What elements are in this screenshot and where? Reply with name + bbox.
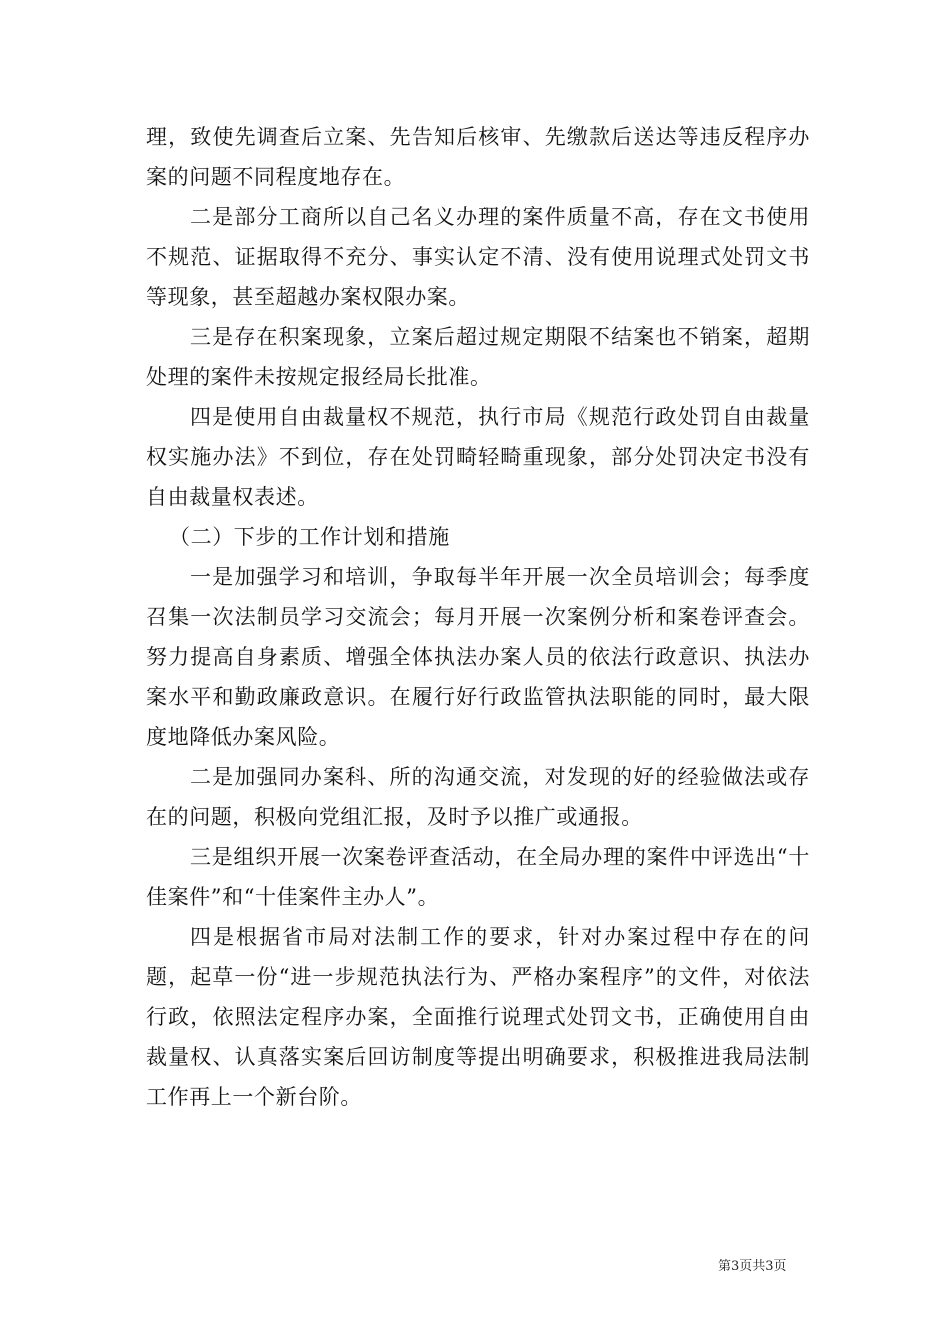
paragraph-problem-4: 四是使用自由裁量权不规范，执行市局《规范行政处罚自由裁量权实施办法》不到位，存在处罚畸轻畸重现象，部分处罚决定书没有自由裁量权表述。 xyxy=(146,405,810,509)
document-body xyxy=(146,117,810,1117)
paragraph-problem-2: 二是部分工商所以自己名义办理的案件质量不高，存在文书使用不规范、证据取得不充分、事实认定不清、没有使用说理式处罚文书等现象，甚至超越办案权限办案。 xyxy=(146,205,810,309)
paragraph-measure-2: 二是加强同办案科、所的沟通交流，对发现的好的经验做法或存在的问题，积极向党组汇报，及时予以推广或通报。 xyxy=(146,765,810,829)
paragraph-continuation: 理，致使先调查后立案、先告知后核审、先缴款后送达等违反程序办案的问题不同程度地存在。 xyxy=(146,125,810,189)
paragraph-problem-3: 三是存在积案现象，立案后超过规定期限不结案也不销案，超期处理的案件未按规定报经局长批准。 xyxy=(146,325,810,389)
section-heading: （二）下步的工作计划和措施 xyxy=(169,525,450,549)
paragraph-measure-1: 一是加强学习和培训，争取每半年开展一次全员培训会；每季度召集一次法制员学习交流会；每月开展一次案例分析和案卷评查会。努力提高自身素质、增强全体执法办案人员的依法行政意识、执法办案水平和勤政廉政意识。在履行好行政监管执法职能的同时，最大限度地降低办案风险。 xyxy=(146,565,810,749)
page-number-footer: 第3页共3页 xyxy=(718,1259,787,1274)
paragraph-measure-4: 四是根据省市局对法制工作的要求，针对办案过程中存在的问题，起草一份“进一步规范执法行为、严格办案程序”的文件，对依法行政，依照法定程序办案，全面推行说理式处罚文书，正确使用自由裁量权、认真落实案后回访制度等提出明确要求，积极推进我局法制工作再上一个新台阶。 xyxy=(146,925,810,1109)
paragraph-measure-3: 三是组织开展一次案卷评查活动，在全局办理的案件中评选出“十佳案件”和“十佳案件主办人”。 xyxy=(146,845,810,909)
